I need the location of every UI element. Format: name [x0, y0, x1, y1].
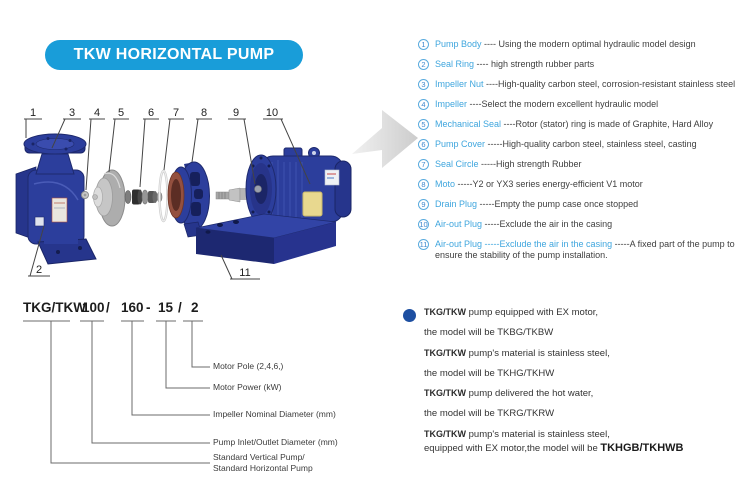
callout-11: 11: [239, 267, 251, 279]
label-inlet-outlet: Pump Inlet/Outlet Diameter (mm): [213, 437, 338, 447]
part-number-badge: 11: [419, 239, 428, 249]
notes-lines: [424, 307, 744, 463]
model-code-slash2: /: [178, 300, 182, 315]
note-line: [424, 388, 744, 399]
note-model-code: TKG/TKW: [424, 428, 466, 439]
label-impeller-diameter: Impeller Nominal Diameter (mm): [213, 409, 336, 419]
note-line: [424, 348, 744, 359]
callout-1: 1: [29, 107, 37, 119]
parts-list-item: [418, 119, 754, 131]
parts-list: [418, 39, 754, 270]
part-description: -----A fixed part of the pump to: [612, 238, 735, 249]
note-text: equipped with EX motor,the model will be: [424, 443, 601, 455]
part-name: Drain Plug: [435, 198, 478, 209]
label-motor-power: Motor Power (kW): [213, 382, 282, 392]
part-number-badge: 6: [418, 139, 429, 150]
model-code-dash: -: [146, 300, 151, 315]
parts-list-item: [418, 39, 754, 51]
note-model-code: TKHGB/TKHWB: [600, 442, 684, 455]
model-code-slash1: /: [106, 300, 110, 315]
callout-8: 8: [200, 107, 208, 119]
note-text: pump's material is stainless steel,: [466, 428, 610, 440]
note-line: [424, 368, 744, 379]
parts-list-item: [418, 199, 754, 211]
part-text: [435, 179, 643, 189]
part-description: -----Exclude the air in the casing: [482, 218, 613, 229]
pump-body-illustration: [16, 134, 96, 264]
part-description: -----Y2 or YX3 series energy-efficient V1 motor: [455, 178, 643, 189]
part-number-badge: 9: [418, 199, 429, 210]
part-name: Moto: [435, 178, 456, 189]
part-description: -----High-quality carbon steel, stainless steel, casting: [485, 138, 697, 149]
part-description: ---- Using the modern optimal hydraulic model design: [481, 39, 696, 49]
page-title: TKW HORIZONTAL PUMP: [73, 46, 275, 63]
part-name: Air-out Plug -----Exclude the air in the casing: [435, 238, 613, 249]
part-number-badge: 7: [418, 159, 429, 170]
callout-5: 5: [117, 107, 125, 119]
callout-6: 6: [147, 107, 155, 119]
note-model-code: TKG/TKW: [424, 388, 466, 399]
part-name: Impeller Nut: [435, 78, 484, 89]
part-description: -----Empty the pump case once stopped: [477, 198, 639, 209]
parts-list-item: [418, 79, 754, 91]
part-description: -----High strength Rubber: [478, 158, 582, 169]
seal-circle-illustration: [160, 171, 168, 221]
part-text: [435, 39, 696, 49]
callout-9: 9: [232, 107, 240, 119]
part-text: [435, 159, 582, 169]
label-standard-horizontal: Standard Horizontal Pump: [213, 463, 313, 473]
note-line: [424, 429, 744, 440]
note-model-code: TKG/TKW: [424, 347, 466, 358]
part-name: Pump Body: [435, 39, 482, 49]
callout-10: 10: [265, 107, 279, 119]
note-line: [424, 307, 744, 318]
part-number-badge: 1: [418, 39, 429, 50]
part-text: [435, 59, 594, 69]
callout-7: 7: [172, 107, 180, 119]
callout-2: 2: [35, 264, 43, 276]
callout-3: 3: [68, 107, 76, 119]
part-text: [435, 79, 735, 89]
part-text: [435, 139, 697, 149]
part-description: ----Rotor (stator) ring is made of Graphite, Hard Alloy: [501, 118, 714, 129]
model-code-series: TKG/TKW: [23, 300, 86, 315]
part-name: Seal Circle: [435, 158, 479, 169]
note-text: the model will be TKHG/TKHW: [424, 367, 555, 379]
parts-list-item: [418, 179, 754, 191]
part-name: Mechanical Seal: [435, 118, 502, 129]
part-number-badge: 10: [419, 219, 428, 229]
model-breakdown-lines: [20, 316, 360, 486]
parts-list-item: [418, 159, 754, 171]
note-line: [424, 443, 744, 454]
note-line: [424, 408, 744, 419]
part-name: Air-out Plug: [435, 218, 483, 229]
part-description: ----Select the modern excellent hydraulic model: [467, 98, 659, 109]
note-text: the model will be TKBG/TKBW: [424, 327, 554, 339]
title-banner: [45, 40, 303, 70]
part-number-badge: 8: [418, 179, 429, 190]
part-text: [435, 99, 658, 109]
model-code-inlet: 100: [82, 300, 105, 315]
part-name: Impeller: [435, 98, 468, 109]
part-text: [435, 119, 713, 129]
parts-list-item: [418, 239, 754, 262]
mechanical-seal-illustration: [125, 190, 162, 205]
note-text: pump's material is stainless steel,: [466, 347, 610, 359]
note-line: [424, 327, 744, 338]
base-illustration: [196, 214, 336, 264]
callout-4: 4: [93, 107, 101, 119]
label-motor-pole: Motor Pole (2,4,6,): [213, 361, 284, 371]
bullet-dot-icon: [403, 309, 416, 322]
parts-list-item: [418, 139, 754, 151]
model-code-pole: 2: [191, 300, 199, 315]
part-name: Seal Ring: [435, 58, 475, 69]
label-standard-vertical: Standard Vertical Pump/: [213, 452, 305, 462]
parts-list-item: [418, 59, 754, 71]
right-arrow-icon: [348, 98, 422, 178]
part-number-badge: 4: [418, 99, 429, 110]
note-model-code: TKG/TKW: [424, 307, 466, 317]
part-name: Pump Cover: [435, 138, 486, 149]
part-number-badge: 5: [418, 119, 429, 130]
part-text: [435, 239, 735, 261]
note-text: pump delivered the hot water,: [466, 388, 594, 400]
note-text: pump equipped with EX motor,: [466, 307, 599, 318]
part-text: [435, 219, 612, 229]
note-text: the model will be TKRG/TKRW: [424, 408, 555, 420]
model-code-power: 15: [158, 300, 174, 315]
exploded-pump-diagram: [8, 92, 360, 292]
impeller-illustration: [82, 170, 126, 226]
parts-list-item: [418, 219, 754, 231]
part-description: ensure the stability of the pump installation.: [435, 250, 608, 261]
model-code-impeller: 160: [121, 300, 144, 315]
pump-cover-illustration: [168, 162, 210, 237]
part-description: ---- high strength rubber parts: [474, 58, 595, 69]
part-number-badge: 2: [418, 59, 429, 70]
part-number-badge: 3: [418, 79, 429, 90]
part-text: [435, 199, 638, 209]
parts-list-item: [418, 99, 754, 111]
part-description: ----High-quality carbon steel, corrosion-resistant stainless steel: [483, 78, 736, 89]
